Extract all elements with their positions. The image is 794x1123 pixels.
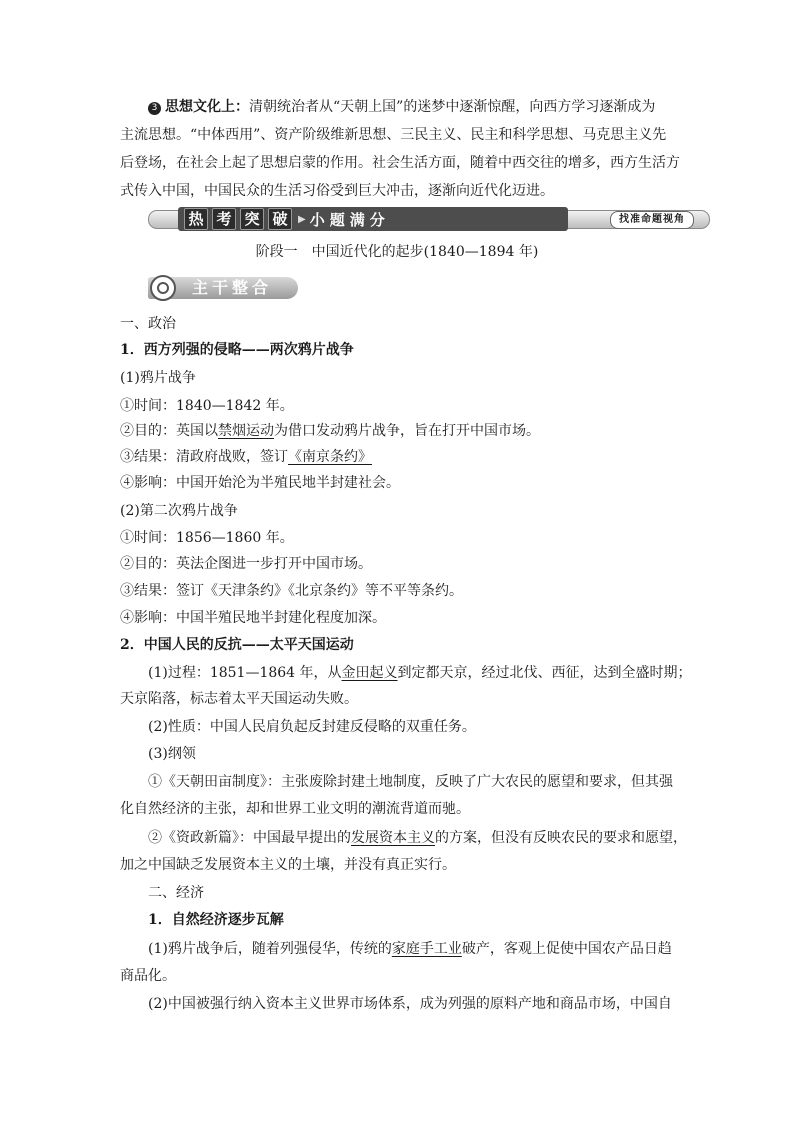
text-span: ③结果：清政府战败，签订: [120, 449, 288, 465]
economy-point-1-cont: 商品化。: [120, 968, 176, 984]
underlined-term: 禁烟运动: [218, 423, 274, 439]
text-span: ②目的：英国以: [120, 423, 218, 439]
taiping-program: (3)纲领: [148, 746, 196, 762]
section-badge: [148, 275, 298, 301]
opium-war-1-heading: (1)鸦片战争: [120, 370, 196, 386]
banner-title: [184, 209, 390, 229]
politics-subheading-2: 2．中国人民的反抗——太平天国运动: [120, 637, 354, 653]
intro-line-4: 式传入中国，中国民众的生活习俗受到巨大冲击，逐渐向近代化迈进。: [120, 183, 554, 199]
badge-text: 主干整合: [192, 278, 273, 297]
intro-line-3: 后登场，在社会上起了思想启蒙的作用。社会生活方面，随着中西交往的增多，西方生活方: [120, 155, 680, 171]
taiping-nature: (2)性质：中国人民肩负起反封建反侵略的双重任务。: [148, 719, 476, 735]
banner-char: 破: [268, 208, 292, 230]
triangle-right-icon: ▶: [298, 213, 306, 225]
taiping-tianchao-cont: 化自然经济的主张，却和世界工业文明的潮流背道而驰。: [120, 801, 470, 817]
underlined-term: 金田起义: [341, 665, 398, 681]
underlined-term: 发展资本主义: [351, 830, 435, 846]
stage-title: 阶段一 中国近代化的起步(1840—1894 年): [255, 244, 539, 260]
text-span: 破产，客观上促使中国农产品日趋: [461, 941, 672, 957]
text-span: (1)过程：1851—1864 年，从: [148, 665, 342, 681]
economy-point-1: [148, 940, 672, 958]
opium-war-2-time: ①时间：1856—1860 年。: [120, 530, 294, 546]
economy-point-2: (2)中国被强行纳入资本主义世界市场体系，成为列强的原料产地和商品市场，中国自: [148, 996, 672, 1012]
banner-right-label: 找准命题视角: [610, 211, 694, 229]
number-3-icon: 3: [148, 102, 161, 115]
section-banner: [148, 207, 708, 232]
underlined-term: 家庭手工业: [391, 941, 462, 957]
economy-subheading-1: 1．自然经济逐步瓦解: [148, 912, 284, 928]
opium-war-2-heading: (2)第二次鸦片战争: [120, 503, 238, 519]
taiping-tianchao: ①《天朝田亩制度》：主张废除封建土地制度，反映了广大农民的愿望和要求，但其强: [148, 774, 673, 790]
politics-subheading-1: 1．西方列强的侵略——两次鸦片战争: [120, 342, 354, 358]
opium-war-2-effect: ④影响：中国半殖民地半封建化程度加深。: [120, 610, 386, 626]
opium-war-1-effect: ④影响：中国开始沦为半殖民地半封建社会。: [120, 475, 400, 491]
taiping-process-cont: 天京陷落，标志着太平天国运动失败。: [120, 691, 358, 707]
banner-char: 考: [212, 208, 236, 230]
intro-text-1: 清朝统治者从“天朝上国”的迷梦中逐渐惊醒，向西方学习逐渐成为: [249, 99, 656, 115]
intro-line-2: 主流思想。“中体西用”、资产阶级维新思想、三民主义、民主和科学思想、马克思主义先: [120, 127, 667, 143]
banner-char: 突: [240, 208, 264, 230]
text-span: (1)鸦片战争后，随着列强侵华，传统的: [148, 941, 392, 957]
text-span: 的方案，但没有反映农民的要求和愿望，: [435, 830, 687, 846]
target-icon: [150, 275, 176, 301]
opium-war-1-result: [120, 448, 372, 466]
opium-war-2-goal: ②目的：英法企图进一步打开中国市场。: [120, 556, 372, 572]
opium-war-1-goal: [120, 422, 540, 440]
intro-line-1: [148, 98, 655, 116]
underlined-term: 《南京条约》: [288, 449, 372, 465]
opium-war-1-time: ①时间：1840—1842 年。: [120, 398, 294, 414]
text-span: 为借口发动鸦片战争，旨在打开中国市场。: [274, 423, 540, 439]
taiping-zizheng: [148, 829, 687, 847]
economy-heading: 二、经济: [148, 885, 204, 901]
banner-char: 热: [184, 208, 208, 230]
text-span: ②《资政新篇》：中国最早提出的: [148, 830, 351, 846]
banner-subtitle: 小题满分: [309, 210, 390, 229]
text-span: 到定都天京，经过北伐、西征，达到全盛时期；: [397, 665, 692, 681]
intro-label: 思想文化上：: [165, 99, 249, 115]
politics-heading: 一、政治: [120, 316, 176, 332]
taiping-zizheng-cont: 加之中国缺乏发展资本主义的土壤，并没有真正实行。: [120, 857, 456, 873]
taiping-process: [148, 664, 692, 682]
opium-war-2-result: ③结果：签订《天津条约》《北京条约》等不平等条约。: [120, 583, 463, 599]
